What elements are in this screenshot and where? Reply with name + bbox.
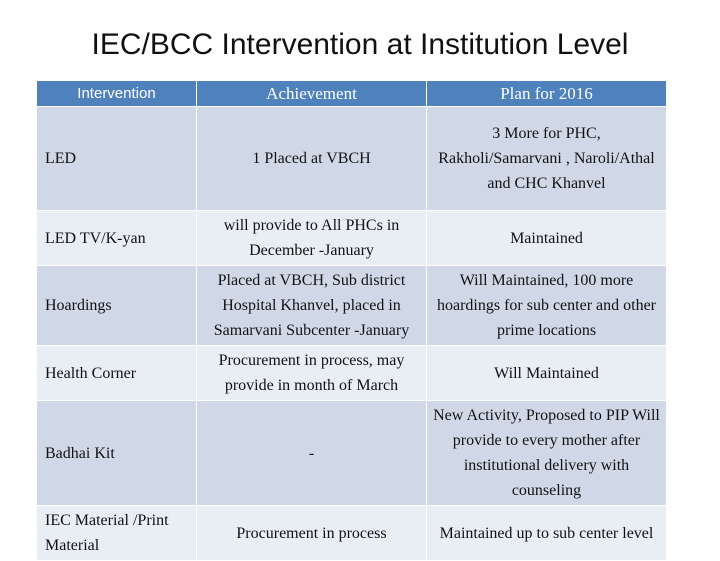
table-row [37,107,667,211]
cell-intervention: IEC Material /Print Material [37,506,197,561]
cell-intervention: LED [37,107,197,211]
cell-intervention: Health Corner [37,346,197,401]
table-row [37,211,667,266]
cell-achievement: Placed at VBCH, Sub district Hospital Khanvel, placed in Samarvani Subcenter -January [197,266,427,346]
table-row [37,401,667,506]
cell-intervention: Badhai Kit [37,401,197,506]
intervention-table [36,80,667,561]
table-row [37,346,667,401]
header-intervention: Intervention [37,81,197,107]
cell-plan: Will Maintained, 100 more hoardings for sub center and other prime locations [427,266,667,346]
cell-plan: Maintained [427,211,667,266]
cell-achievement: Procurement in process, may provide in month of March [197,346,427,401]
header-plan: Plan for 2016 [427,81,667,107]
cell-plan: Will Maintained [427,346,667,401]
header-achievement: Achievement [197,81,427,107]
cell-achievement: 1 Placed at VBCH [197,107,427,211]
cell-plan: Maintained up to sub center level [427,506,667,561]
table-row [37,506,667,561]
cell-achievement: Procurement in process [197,506,427,561]
cell-plan: 3 More for PHC, Rakholi/Samarvani , Naroli/Athal and CHC Khanvel [427,107,667,211]
cell-intervention: Hoardings [37,266,197,346]
cell-plan: New Activity, Proposed to PIP Will provide to every mother after institutional delivery with counseling [427,401,667,506]
cell-intervention: LED TV/K-yan [37,211,197,266]
table-header-row [37,81,667,107]
page-title: IEC/BCC Intervention at Institution Level [91,28,629,61]
cell-achievement: will provide to All PHCs in December -January [197,211,427,266]
table-row [37,266,667,346]
cell-achievement: - [197,401,427,506]
